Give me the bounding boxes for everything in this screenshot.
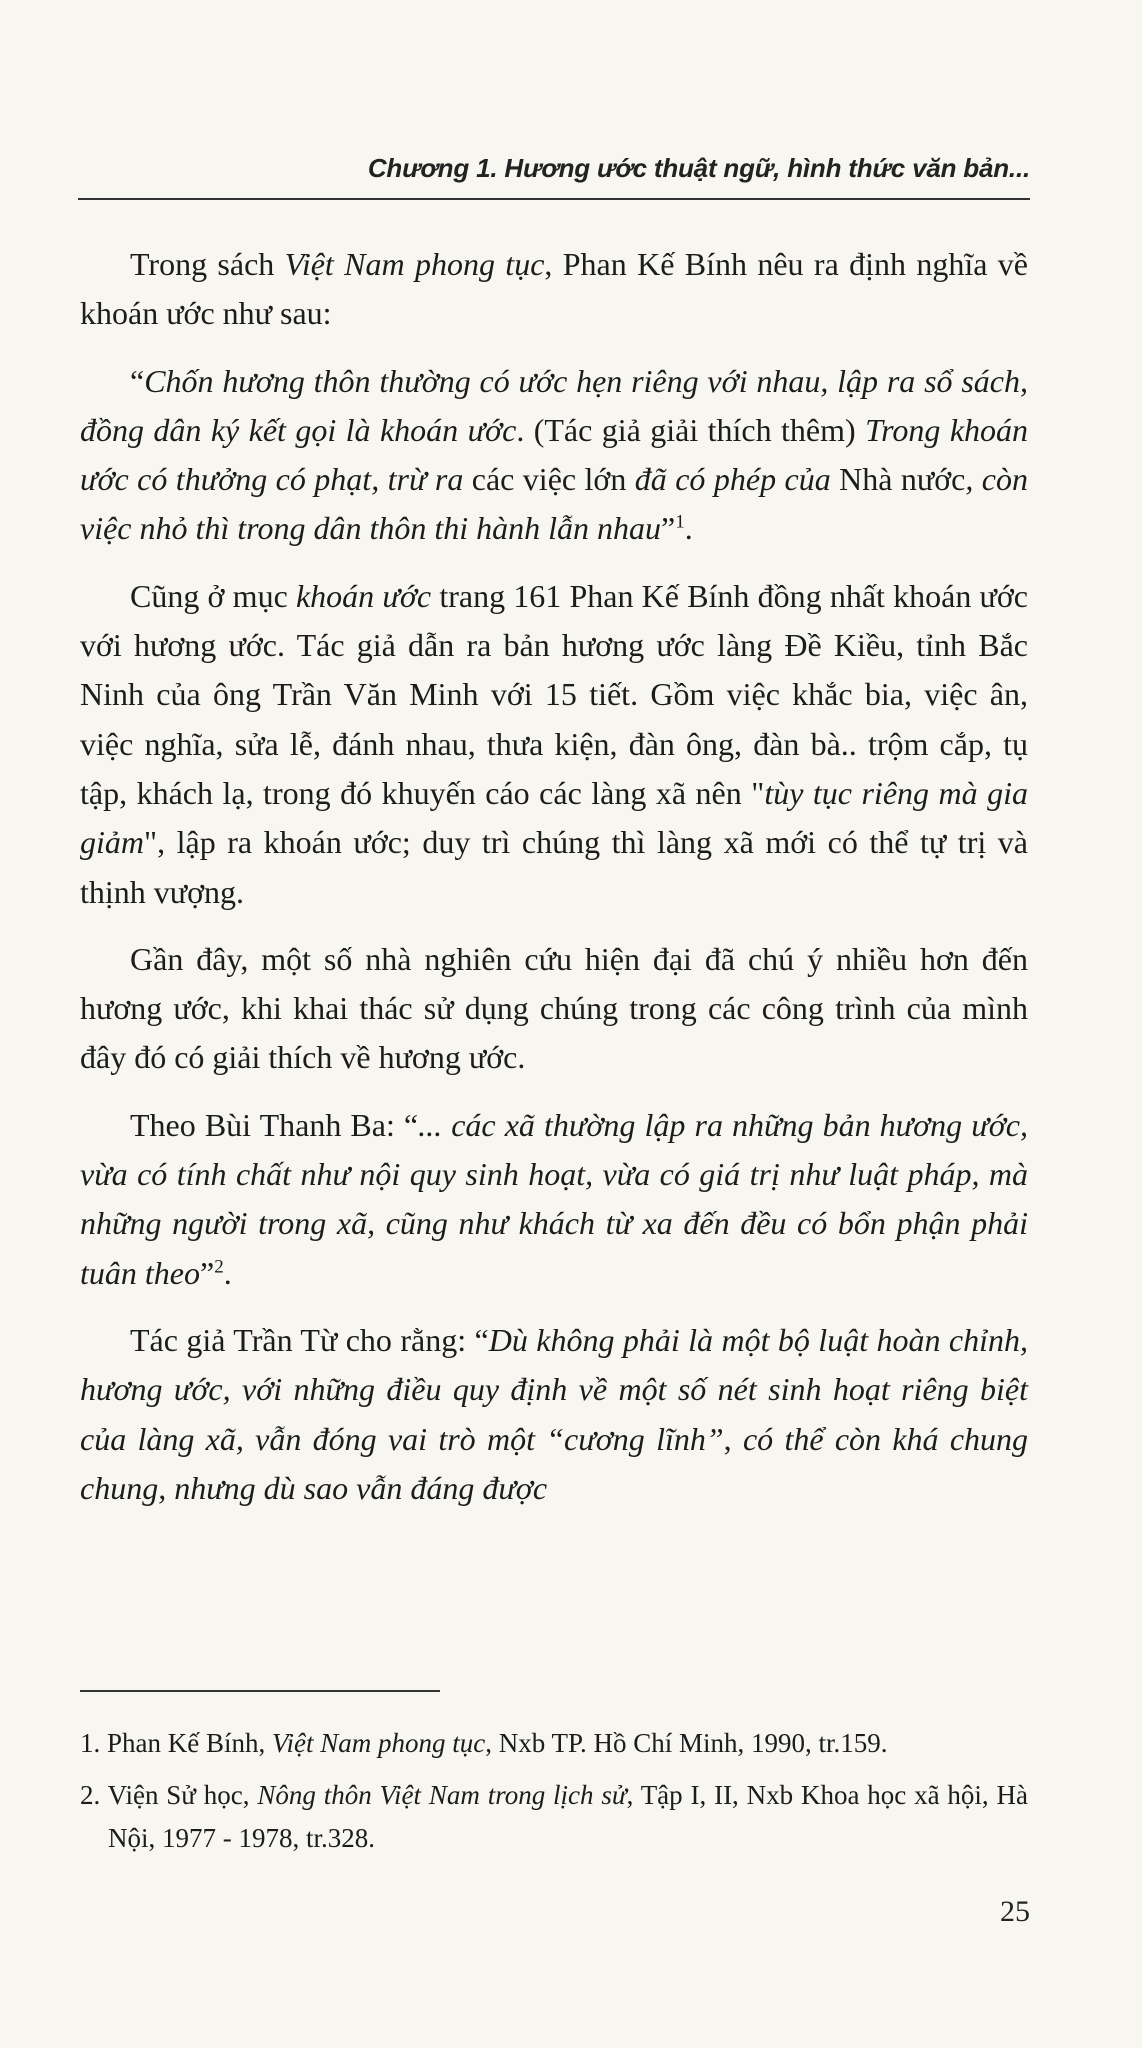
footnotes [80,1722,1028,1869]
paragraph-4: Gần đây, một số nhà nghiên cứu hiện đại đã chú ý nhiều hơn đến hương ước, khi khai thác sử dụng chúng trong các công trình của mình đây đó có giải thích về hương ước. [80,940,1028,1076]
footnote-1: 1. Phan Kế Bính, Việt Nam phong tục, Nxb TP. Hồ Chí Minh, 1990, tr.159. [80,1728,888,1758]
running-header: Chương 1. Hương ước thuật ngữ, hình thức văn bản... [367,153,1030,183]
paragraph-5-quote: Theo Bùi Thanh Ba: “... các xã thường lập ra những bản hương ước, vừa có tính chất như nội quy sinh hoạt, vừa có giá trị như luật pháp, mà những người trong xã, cũng như khách từ xa đến đều có bổn phận phải tuân theo”$^2$. [80,1106,1029,1291]
paragraph-3: Cũng ở mục khoán ước trang 161 Phan Kế Bính đồng nhất khoán ước với hương ước. Tác giả dẫn ra bản hương ước làng Đề Kiều, tỉnh Bắc Ninh của ông Trần Văn Minh với 15 tiết. Gồm việc khắc bia, việc ân, việc nghĩa, sửa lễ, đánh nhau, thưa kiện, đàn ông, đàn bà.. trộm cắp, tụ tập, khách lạ, trong đó khuyến cáo các làng xã nên "tùy tục riêng mà gia giảm", lập ra khoán ước; duy trì chúng thì làng xã mới có thể tự trị và thịnh vượng. [80,577,1029,910]
paragraph-2-quote: “Chốn hương thôn thường có ước hẹn riêng với nhau, lập ra sổ sách, đồng dân ký kết gọi là khoán ước. (Tác giả giải thích thêm) Trong khoán ước có thưởng có phạt, trừ ra các việc lớn đã có phép của Nhà nước, còn việc nhỏ thì trong dân thôn thi hành lẫn nhau”$^1$. [80,362,1029,547]
header-rule [78,198,1030,200]
footnote-ref-2: 2 [214,1255,224,1277]
footnote-rule [80,1690,440,1692]
page-number: 25 [1000,1895,1030,1928]
paragraph-6-quote: Tác giả Trần Từ cho rằng: “Dù không phải là một bộ luật hoàn chỉnh, hương ước, với những điều quy định về một số nét sinh hoạt riêng biệt của làng xã, vẫn đóng vai trò một “cương lĩnh”, có thể còn khá chung chung, nhưng dù sao vẫn đáng được [80,1321,1029,1506]
footnote-ref-1: 1 [675,511,685,533]
footnote-2: 2. Viện Sử học, Nông thôn Việt Nam trong lịch sử, Tập I, II, Nxb Khoa học xã hội, Hà Nội, 1977 - 1978, tr.328. [80,1780,1028,1853]
body-text [80,240,1028,1531]
paragraph-1: Trong sách Việt Nam phong tục, Phan Kế Bính nêu ra định nghĩa về khoán ước như sau: [80,246,1029,332]
